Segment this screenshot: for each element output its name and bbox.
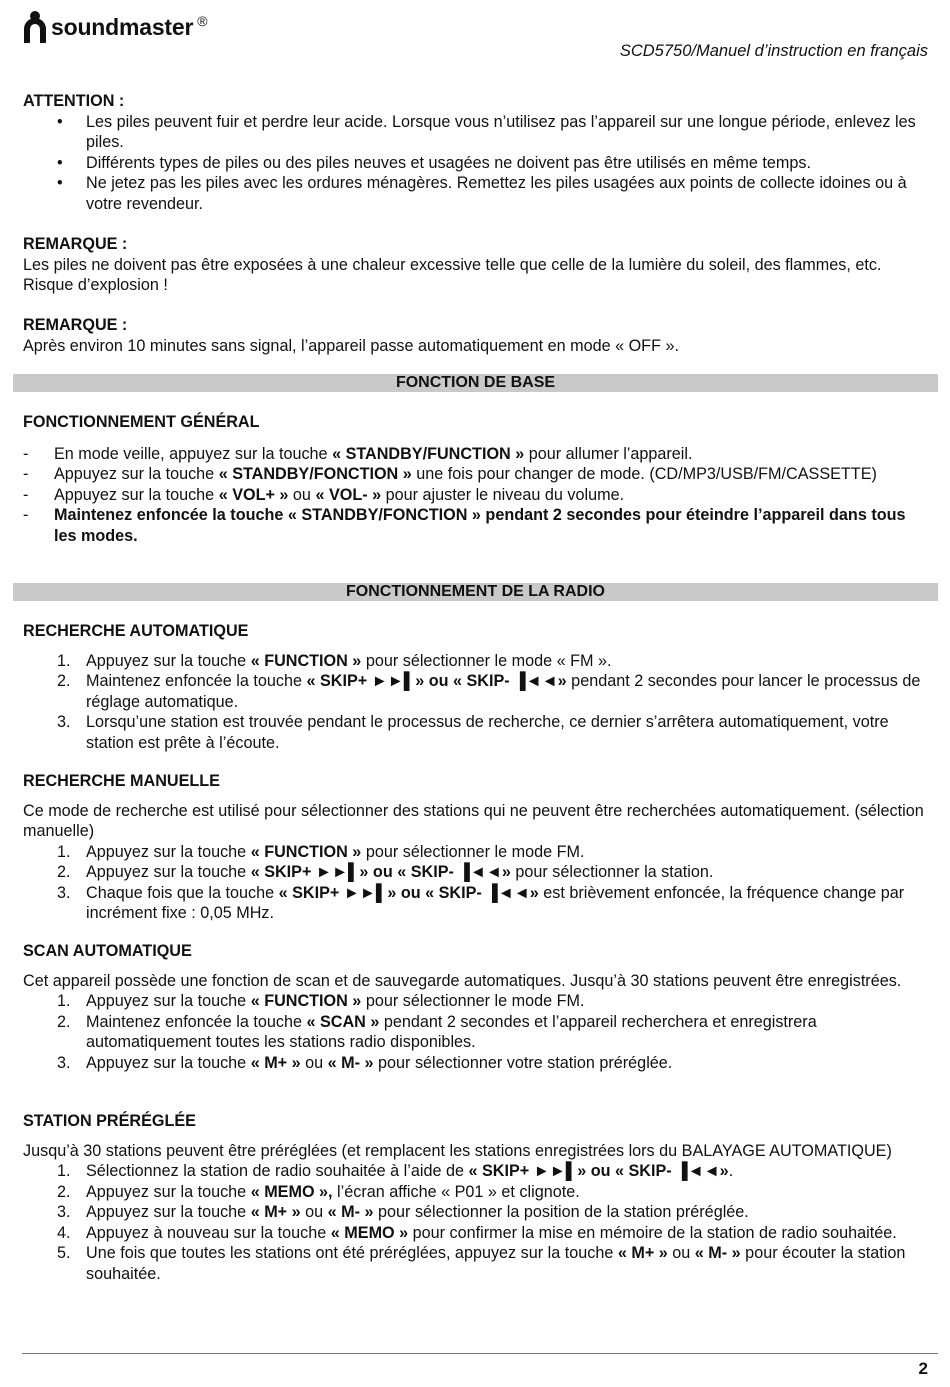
key-label: « SKIP+ ►►▌» ou « SKIP- ▐◄◄» [278,883,539,902]
list-item [23,883,932,924]
remark-section [23,234,932,296]
text: pour allumer l’appareil. [524,444,693,463]
key-label: « M- » [327,1203,374,1221]
list-item [23,1182,932,1203]
text: Appuyez sur la touche [86,1182,251,1201]
page-number: 2 [918,1359,928,1378]
key-label: « M+ » [250,1203,301,1221]
text: Appuyez sur la touche [54,465,219,483]
key-label: « M- » [327,1053,374,1072]
soundmaster-logo-icon [22,10,48,44]
text: pour sélectionner le mode « FM ». [361,651,612,670]
manual-title: SCD5750/Manuel d’instruction en français [619,42,928,60]
text: Appuyez sur la touche [86,1053,251,1072]
item-number: 2. [57,863,71,881]
key-label: « M+ » [617,1244,668,1262]
list-item [23,1012,932,1053]
text: Maintenez enfoncée la touche [86,1012,307,1031]
list-item [23,671,932,712]
key-label: « STANDBY/FUNCTION » [332,444,525,463]
text: est brièvement enfoncée, la fréquence change par incrément fixe : 0,05 MHz. [86,883,905,922]
manual-search-list [23,842,932,924]
item-number: 1. [57,1162,71,1180]
auto-search-heading: RECHERCHE AUTOMATIQUE [23,622,249,640]
text: Appuyez sur la touche [86,1203,251,1221]
item-number: 3. [57,1203,71,1221]
brand-logo [22,10,208,44]
text: pour écouter la station souhaitée. [86,1244,906,1283]
key-label: « MEMO », [250,1182,333,1201]
list-item [23,862,932,883]
text: ou [667,1244,695,1262]
key-label: « STANDBY/FONCTION » [218,465,412,483]
list-item [23,485,932,506]
item-number: 2. [57,672,71,690]
text: l’écran affiche « P01 » et clignote. [332,1182,580,1201]
list-item: • Les piles peuvent fuir et perdre leur acide. Lorsque vous n’utilisez pas l’appareil sur une longue période, enlevez les piles. [23,112,932,153]
item-number: 1. [57,842,71,861]
general-operation-list [23,444,932,547]
item-number: 5. [57,1244,71,1262]
text: Chaque fois que la touche [86,883,279,902]
list-item [23,1243,932,1284]
text: pour sélectionner le mode FM. [361,842,585,861]
footer-divider [22,1353,938,1354]
remark-section [23,315,932,356]
attention-list [23,112,932,215]
text: Appuyez sur la touche [86,992,251,1010]
key-label: « FUNCTION » [250,651,362,670]
list-item [23,464,932,485]
item-number: 4. [57,1223,71,1242]
text: Appuyez sur la touche [54,485,219,504]
list-item [23,1161,932,1182]
list-item [23,1053,932,1074]
text: pendant 2 secondes pour lancer le processus de réglage automatique. [86,672,921,711]
key-label: Maintenez enfoncée la touche « STANDBY/FONCTION » pendant 2 secondes pour éteindre l’appareil dans tous les modes. [54,506,906,545]
list-item: • Ne jetez pas les piles avec les ordures ménagères. Remettez les piles usagées aux points de collecte idoines ou à votre revendeur. [23,173,932,214]
remark-text: Les piles ne doivent pas être exposées à une chaleur excessive telle que celle de la lumière du soleil, des flammes, etc. Risque d’explosion ! [23,255,882,294]
preset-section [23,1111,932,1284]
auto-search-section [23,621,932,753]
key-label: « SKIP+ ►►▌» ou « SKIP- ▐◄◄» [250,863,511,881]
list-item [23,842,932,863]
text: Appuyez sur la touche [86,651,251,670]
text: Appuyez sur la touche [86,863,251,881]
list-item [23,1223,932,1244]
list-item [23,1202,932,1223]
text: pour sélectionner votre station préréglée. [373,1053,673,1072]
text: Appuyez sur la touche [86,842,251,861]
item-number: 3. [57,1053,71,1072]
list-item [23,444,932,465]
remark-heading: REMARQUE : [23,235,128,253]
key-label: « FUNCTION » [250,992,362,1010]
text: . [728,1162,734,1180]
text: ou [288,485,316,504]
preset-list [23,1161,932,1284]
text: Maintenez enfoncée la touche [86,672,307,690]
item-number: 1. [57,992,71,1010]
preset-heading: STATION PRÉRÉGLÉE [23,1112,196,1130]
manual-search-heading: RECHERCHE MANUELLE [23,772,220,790]
key-label: « FUNCTION » [250,842,362,861]
list-item [23,505,932,546]
key-label: « M+ » [250,1053,301,1072]
text: En mode veille, appuyez sur la touche [54,444,333,463]
text: ou [300,1053,328,1072]
text: pour ajuster le niveau du volume. [381,485,625,504]
auto-scan-heading: SCAN AUTOMATIQUE [23,942,192,960]
item-number: 1. [57,651,71,670]
preset-intro: Jusqu’à 30 stations peuvent être préréglées (et remplacent les stations enregistrées lors du BALAYAGE AUTOMATIQUE) [23,1141,892,1160]
section-bar-radio: FONCTIONNEMENT DE LA RADIO [13,583,938,601]
key-label: « VOL- » [315,485,382,504]
text: pour sélectionner la position de la station préréglée. [373,1203,749,1221]
text: Sélectionnez la station de radio souhaitée à l’aide de [86,1162,469,1180]
key-label: « SKIP+ ►►▌» ou « SKIP- ▐◄◄» [306,672,567,690]
key-label: « SKIP+ ►►▌» ou « SKIP- ▐◄◄» [468,1162,729,1180]
text: pour confirmer la mise en mémoire de la station de radio souhaitée. [408,1223,897,1242]
text: pour sélectionner le mode FM. [361,992,585,1010]
general-operation-heading: FONCTIONNEMENT GÉNÉRAL [23,413,260,431]
auto-search-list [23,651,932,754]
key-label: « M- » [694,1244,741,1262]
text: pour sélectionner la station. [510,863,714,881]
item-number: 2. [57,1182,71,1201]
item-number: 3. [57,713,71,731]
item-number: 2. [57,1012,71,1031]
registered-mark: ® [197,13,208,29]
auto-scan-section [23,941,932,1073]
section-bar-basic-function: FONCTION DE BASE [13,374,938,392]
list-item: • Différents types de piles ou des piles neuves et usagées ne doivent pas être utilisés en même temps. [23,153,932,174]
list-item [23,712,932,753]
key-label: « SCAN » [306,1012,380,1031]
general-operation-section [23,412,932,546]
auto-scan-intro: Cet appareil possède une fonction de scan et de sauvegarde automatiques. Jusqu’à 30 stations peuvent être enregistrées. [23,971,902,990]
item-number: 3. [57,883,71,902]
text: Une fois que toutes les stations ont été préréglées, appuyez sur la touche [86,1244,618,1262]
list-item [23,651,932,672]
text: Lorsqu’une station est trouvée pendant le processus de recherche, ce dernier s’arrêtera automatiquement, votre station est prête à l’écoute. [86,713,889,752]
manual-search-section [23,771,932,924]
text: une fois pour changer de mode. (CD/MP3/USB/FM/CASSETTE) [411,465,877,483]
brand-name: soundmaster [51,13,194,40]
key-label: « MEMO » [330,1223,409,1242]
list-item [23,991,932,1012]
attention-section [23,91,932,214]
auto-scan-list [23,991,932,1073]
text: pendant 2 secondes et l’appareil recherchera et enregistrera automatiquement toutes les stations radio disponibles. [86,1012,817,1051]
text: ou [300,1203,328,1221]
key-label: « VOL+ » [218,485,289,504]
attention-heading: ATTENTION : [23,92,125,110]
manual-search-intro: Ce mode de recherche est utilisé pour sélectionner des stations qui ne peuvent être recherchées automatiquement. (sélection manuelle) [23,801,924,840]
remark-heading: REMARQUE : [23,316,128,334]
text: Appuyez à nouveau sur la touche [86,1223,331,1242]
remark-text: Après environ 10 minutes sans signal, l’appareil passe automatiquement en mode « OFF ». [23,336,679,355]
